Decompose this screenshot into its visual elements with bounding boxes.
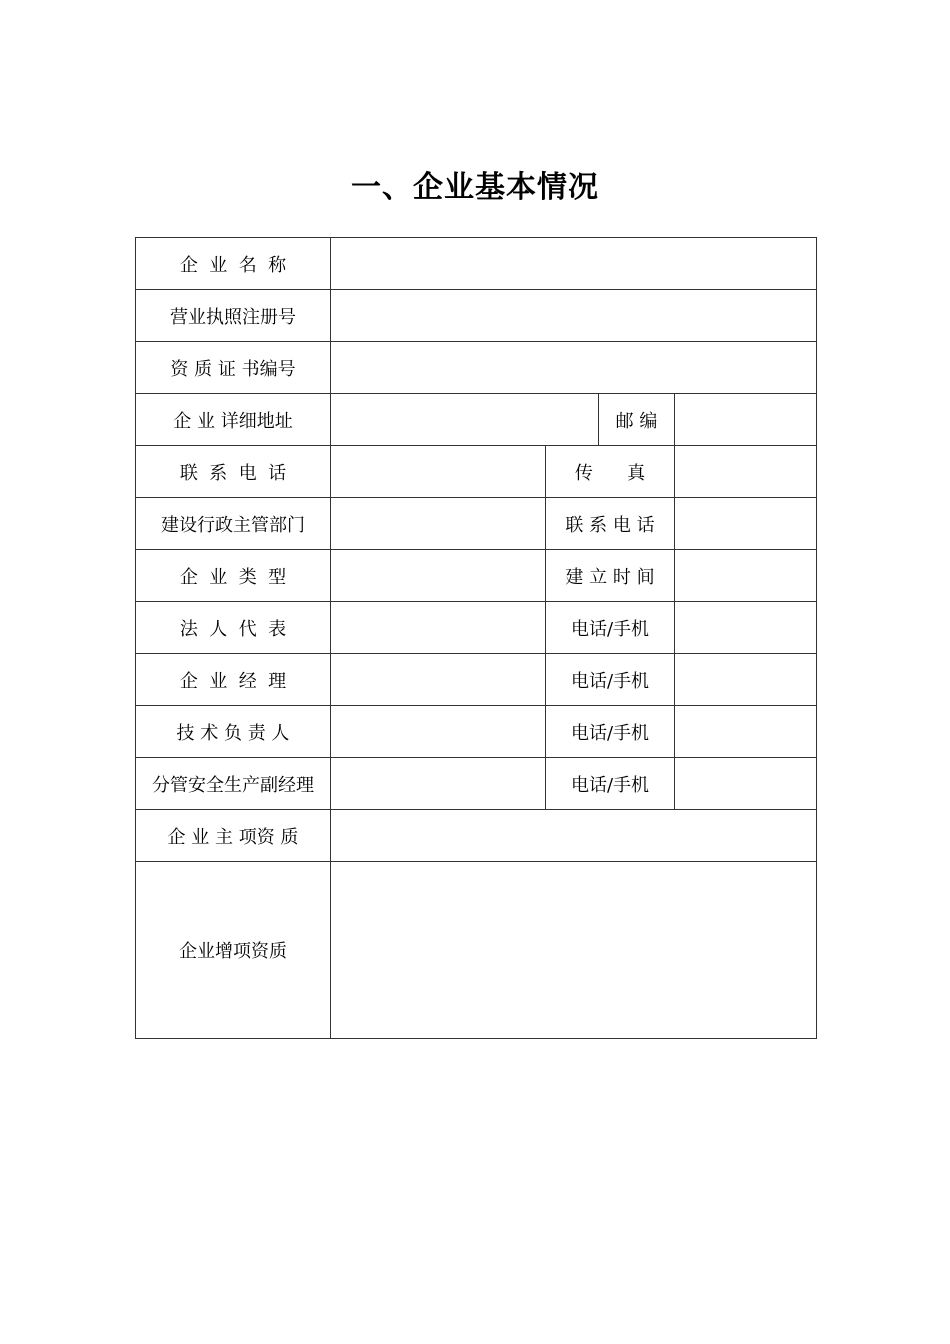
row-license-no <box>136 290 817 342</box>
manager-phone-label: 电话/手机 <box>546 654 675 706</box>
postcode-label: 邮 编 <box>599 394 675 446</box>
row-manager <box>136 654 817 706</box>
safety-manager-label: 分管安全生产副经理 <box>136 758 331 810</box>
main-qualification-label: 企 业 主 项资 质 <box>136 810 331 862</box>
row-company-name <box>136 238 817 290</box>
company-type-field[interactable] <box>331 550 546 602</box>
address-field[interactable] <box>331 394 599 446</box>
license-no-field[interactable] <box>331 290 817 342</box>
legal-rep-field[interactable] <box>331 602 546 654</box>
row-tech-lead <box>136 706 817 758</box>
row-company-type <box>136 550 817 602</box>
tech-lead-phone-field[interactable] <box>675 706 817 758</box>
authority-label: 建设行政主管部门 <box>136 498 331 550</box>
row-extra-qualification <box>136 862 817 1039</box>
safety-manager-phone-label: 电话/手机 <box>546 758 675 810</box>
legal-rep-label: 法 人 代 表 <box>136 602 331 654</box>
phone-field[interactable] <box>331 446 546 498</box>
page-title: 一、企业基本情况 <box>351 170 599 205</box>
safety-manager-field[interactable] <box>331 758 546 810</box>
founded-date-label: 建 立 时 间 <box>546 550 675 602</box>
tech-lead-label: 技 术 负 责 人 <box>136 706 331 758</box>
row-safety-manager <box>136 758 817 810</box>
company-type-label: 企 业 类 型 <box>136 550 331 602</box>
postcode-field[interactable] <box>675 394 817 446</box>
manager-phone-field[interactable] <box>675 654 817 706</box>
legal-rep-phone-field[interactable] <box>675 602 817 654</box>
address-label: 企 业 详细地址 <box>136 394 331 446</box>
company-name-field[interactable] <box>331 238 817 290</box>
authority-field[interactable] <box>331 498 546 550</box>
row-phone <box>136 446 817 498</box>
row-authority <box>136 498 817 550</box>
legal-rep-phone-label: 电话/手机 <box>546 602 675 654</box>
authority-phone-field[interactable] <box>675 498 817 550</box>
founded-date-field[interactable] <box>675 550 817 602</box>
row-address <box>136 394 817 446</box>
authority-phone-label: 联 系 电 话 <box>546 498 675 550</box>
tech-lead-field[interactable] <box>331 706 546 758</box>
fax-label: 传 真 <box>546 446 675 498</box>
row-legal-rep <box>136 602 817 654</box>
cert-no-field[interactable] <box>331 342 817 394</box>
main-qualification-field[interactable] <box>331 810 817 862</box>
company-name-label: 企 业 名 称 <box>136 238 331 290</box>
company-info-form <box>135 237 817 1039</box>
manager-label: 企 业 经 理 <box>136 654 331 706</box>
phone-label: 联 系 电 话 <box>136 446 331 498</box>
tech-lead-phone-label: 电话/手机 <box>546 706 675 758</box>
safety-manager-phone-field[interactable] <box>675 758 817 810</box>
fax-field[interactable] <box>675 446 817 498</box>
extra-qualification-label: 企业增项资质 <box>136 862 331 1039</box>
license-no-label: 营业执照注册号 <box>136 290 331 342</box>
cert-no-label: 资 质 证 书编号 <box>136 342 331 394</box>
manager-field[interactable] <box>331 654 546 706</box>
row-main-qualification <box>136 810 817 862</box>
row-cert-no <box>136 342 817 394</box>
extra-qualification-field[interactable] <box>331 862 817 1039</box>
